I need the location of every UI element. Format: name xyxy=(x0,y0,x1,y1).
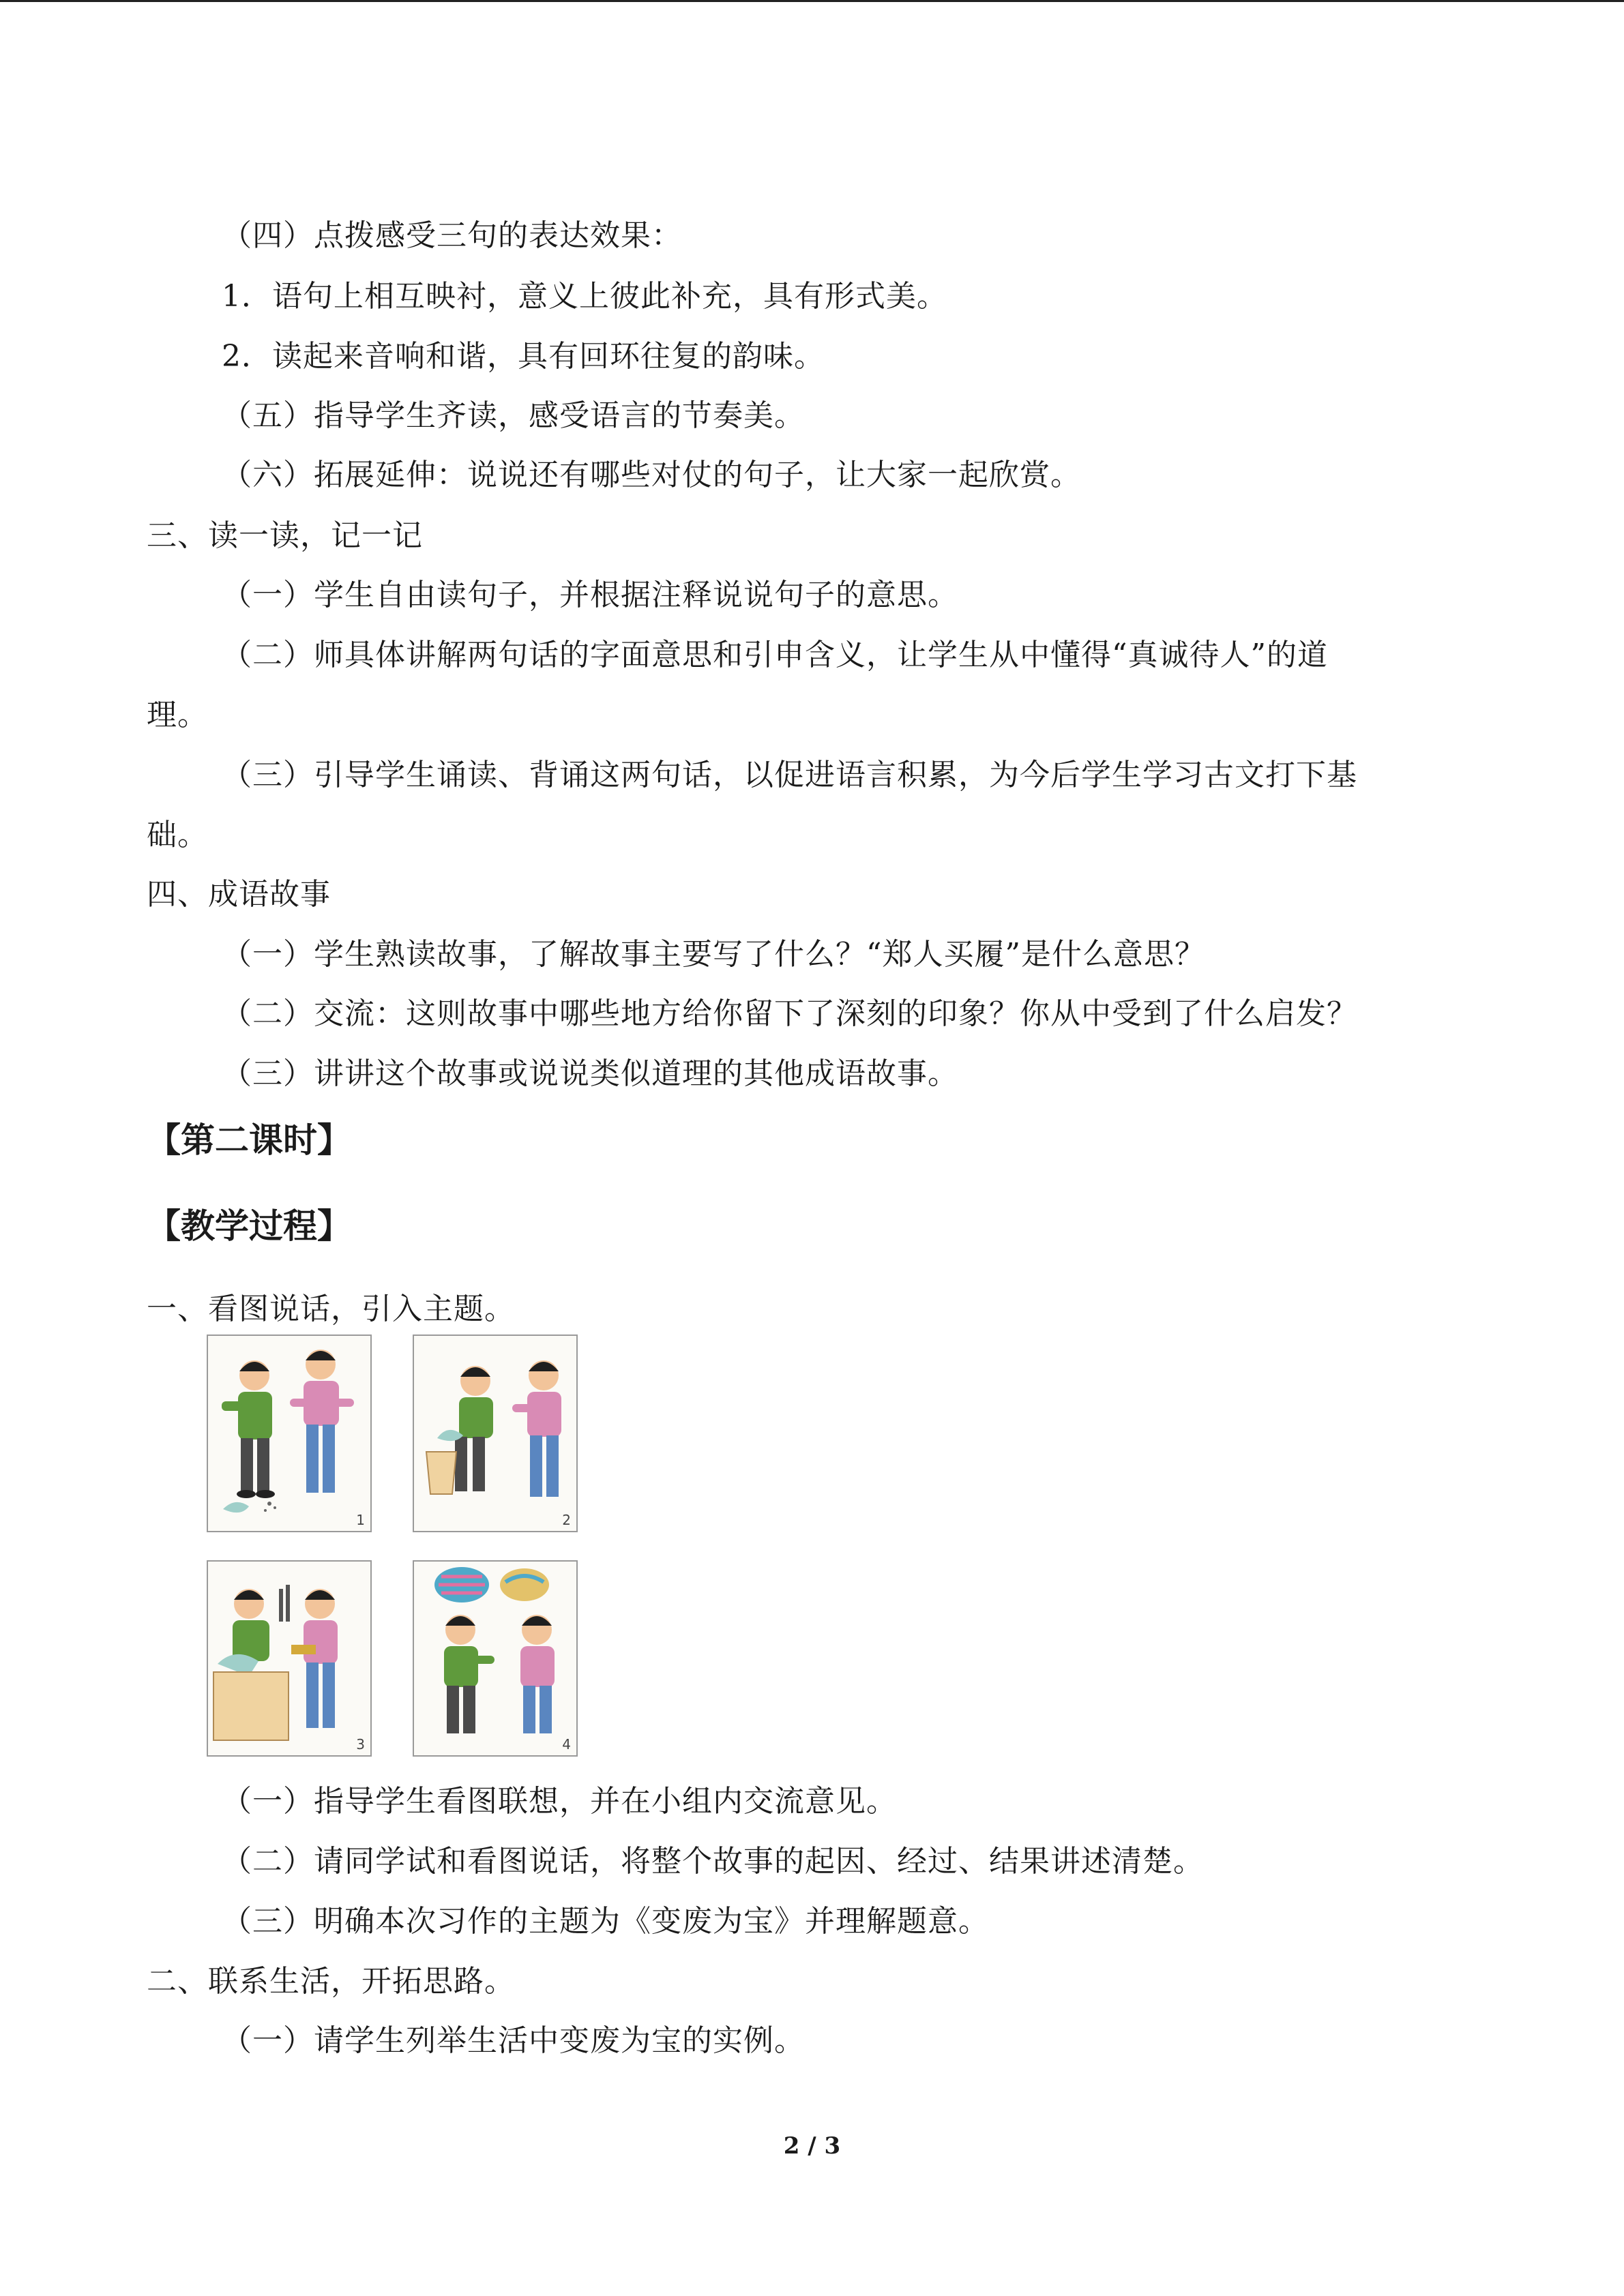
story-picture-3 xyxy=(207,1560,372,1757)
text-line: （三）引导学生诵读、背诵这两句话，以促进语言积累，为今后学生学习古文打下基 xyxy=(222,758,1357,792)
text-line: （一）学生自由读句子，并根据注释说说句子的意思。 xyxy=(222,578,958,612)
section-heading: 三、读一读，记一记 xyxy=(147,518,423,553)
text-line: （五）指导学生齐读，感受语言的节奏美。 xyxy=(222,398,805,433)
story-picture-2 xyxy=(413,1335,578,1532)
picture-number: 2 xyxy=(562,1512,571,1528)
section-heading: 二、联系生活，开拓思路。 xyxy=(147,1964,515,1999)
text-line: 1．语句上相互映衬，意义上彼此补充，具有形式美。 xyxy=(222,279,947,314)
text-line: （二）请同学试和看图说话，将整个故事的起因、经过、结果讲述清楚。 xyxy=(222,1844,1204,1879)
text-line: 2．读起来音响和谐，具有回环往复的韵味。 xyxy=(222,339,825,374)
text-line: （二）交流：这则故事中哪些地方给你留下了深刻的印象？你从中受到了什么启发？ xyxy=(222,996,1357,1031)
text-line: （六）拓展延伸：说说还有哪些对仗的句子，让大家一起欣赏。 xyxy=(222,458,1081,492)
text-line: （三）讲讲这个故事或说说类似道理的其他成语故事。 xyxy=(222,1056,958,1091)
text-line: （三）明确本次习作的主题为《变废为宝》并理解题意。 xyxy=(222,1904,989,1939)
story-picture-1 xyxy=(207,1335,372,1532)
picture-number: 1 xyxy=(356,1512,365,1528)
top-rule xyxy=(0,0,1624,2)
text-line: 础。 xyxy=(147,818,208,852)
section-heading: 四、成语故事 xyxy=(147,877,331,912)
story-picture-4 xyxy=(413,1560,578,1757)
lesson-heading: 【第二课时】 xyxy=(147,1120,351,1160)
text-line: （一）请学生列举生活中变废为宝的实例。 xyxy=(222,2023,805,2058)
text-line: （四）点拨感受三句的表达效果： xyxy=(222,218,682,253)
section-heading: 一、看图说话，引入主题。 xyxy=(147,1292,515,1326)
page-number: 2 / 3 xyxy=(783,2132,841,2160)
text-line: 理。 xyxy=(147,698,208,732)
text-line: （一）学生熟读故事，了解故事主要写了什么？“郑人买履”是什么意思？ xyxy=(222,937,1205,972)
text-line: （二）师具体讲解两句话的字面意思和引申含义，让学生从中懂得“真诚待人”的道 xyxy=(222,638,1328,672)
text-line: （一）指导学生看图联想，并在小组内交流意见。 xyxy=(222,1784,897,1819)
picture-number: 4 xyxy=(562,1736,571,1753)
picture-number: 3 xyxy=(356,1736,365,1753)
process-heading: 【教学过程】 xyxy=(147,1206,351,1246)
